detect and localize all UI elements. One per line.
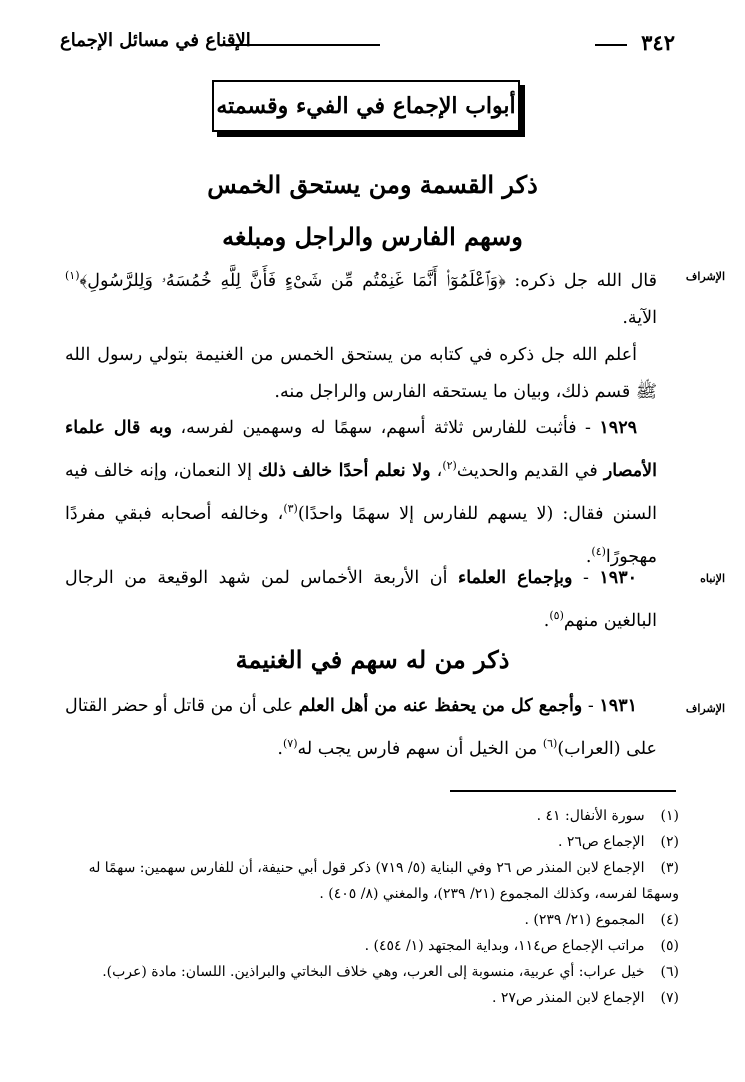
bold-run: وبه قال علماء الأمصار	[65, 418, 657, 481]
footnote-label: (٥)	[660, 938, 679, 954]
text-run: ، وخالفه أصحابه فبقي مفردًا مهجورًا	[65, 503, 657, 567]
verse-intro: قال الله جل ذكره:	[505, 270, 658, 291]
footnote-label: (٦)	[660, 964, 679, 980]
margin-label-ishraf-2: الإشراف	[685, 702, 725, 715]
footnote-ref: (٦)	[542, 737, 558, 750]
header-rule-long	[232, 44, 380, 46]
paragraph-1930	[65, 560, 657, 640]
page-number: ٣٤٢	[641, 30, 675, 55]
footnote-label: (١)	[660, 808, 679, 824]
footnotes	[67, 803, 679, 1011]
footnote-4	[67, 907, 679, 933]
footnote-ref: (٥)	[549, 609, 564, 622]
chapter-title-box	[212, 80, 520, 132]
footnote-label: (٤)	[660, 912, 679, 928]
footnote-text: مراتب الإجماع ص١١٤، وبداية المجتهد (١/ ٤٥٤) .	[364, 938, 645, 954]
text-run: - فأثبت للفارس ثلاثة أسهم، سهمًا له وسهمين لفرسه،	[172, 418, 600, 438]
quran-quote: ﴿وَٱعْلَمُوٓا۟ أَنَّمَا غَنِمْتُم مِّن شَىْءٍ فَأَنَّ لِلَّهِ خُمُسَهُۥ وَلِلرَّسُولِ﴾	[79, 270, 506, 291]
text-run: -	[582, 696, 600, 716]
text-run: من الخيل أن سهم فارس يجب له	[297, 738, 543, 759]
bold-run: ولا نعلم أحدًا خالف ذلك	[258, 460, 431, 481]
margin-label-ishraf: الإشراف	[685, 270, 725, 283]
footnote-text: الإجماع لابن المنذر ص ٢٦ وفي البناية (٥/ ٧١٩) ذكر قول أبي حنيفة، أن للفارس سهمين: سهمًا له وسهمًا لفرسه، وكذلك المجموع (٢١/ ٢٣٩)، والمغني (٨/ ٤٠٥) .	[88, 860, 679, 902]
paragraph-explanation: أعلم الله جل ذكره في كتابه من يستحق الخمس من الغنيمة بتولي رسول الله ﷺ قسم ذلك، وبيان ما يستحقه الفارس والراجل منه.	[65, 345, 657, 402]
paragraph-1929	[65, 410, 657, 575]
issue-number: ١٩٣١	[599, 696, 637, 716]
book-title: الإقناع في مسائل الإجماع	[60, 30, 251, 51]
footnote-text: خيل عراب: أي عربية، منسوبة إلى العرب، وهي خلاف البخاتي والبراذين. اللسان: مادة (عرب).	[102, 964, 645, 980]
text-run: ،	[430, 460, 443, 481]
text-run: إلا النعمان، وإنه خالف فيه السنن فقال: (لا يسهم للفارس إلا سهمًا واحدًا)	[65, 460, 657, 524]
issue-number: ١٩٢٩	[599, 418, 637, 438]
footnote-7	[67, 985, 679, 1011]
footnote-text: الإجماع ص٢٦ .	[557, 834, 645, 850]
paragraph-verse	[65, 257, 657, 337]
footnote-ref: (٤)	[591, 544, 606, 558]
bold-run: وأجمع كل من يحفظ عنه من أهل العلم	[298, 696, 583, 716]
running-header	[60, 24, 675, 56]
footnote-text: سورة الأنفال: ٤١ .	[536, 808, 645, 824]
verse-suffix: الآية.	[622, 307, 657, 328]
footnote-ref: (١)	[65, 269, 80, 282]
text-run: على أن من قاتل أو حضر القتال على (العراب)	[65, 696, 657, 759]
text-run: .	[585, 546, 592, 567]
text-run: في القديم والحديث	[456, 460, 604, 481]
footnote-5	[67, 933, 679, 959]
footnote-ref: (٣)	[283, 501, 298, 515]
section-heading-line1: ذكر القسمة ومن يستحق الخمس	[207, 170, 538, 199]
footnote-label: (٣)	[660, 860, 679, 876]
text-run: -	[572, 568, 600, 588]
footnote-6	[67, 959, 679, 985]
margin-label-inbah: الإنباه	[700, 572, 725, 585]
section-heading-line2: وسهم الفارس والراجل ومبلغه	[222, 222, 523, 251]
footnote-ref: (٢)	[442, 459, 457, 472]
text-run: .	[277, 738, 283, 759]
section-heading-2: ذكر من له سهم في الغنيمة	[235, 645, 510, 674]
header-rule-short	[595, 44, 627, 46]
bold-run: وبإجماع العلماء	[457, 568, 573, 588]
footnote-3	[67, 855, 679, 907]
footnote-label: (٧)	[660, 990, 679, 1006]
footnote-ref: (٧)	[282, 737, 298, 750]
footnote-1	[67, 803, 679, 829]
footnote-text: الإجماع لابن المنذر ص٢٧ .	[491, 990, 645, 1006]
chapter-title: أبواب الإجماع في الفيء وقسمته	[216, 93, 516, 119]
footnote-label: (٢)	[660, 834, 679, 850]
paragraph-1931	[65, 688, 657, 768]
footnote-text: المجموع (٢١/ ٢٣٩) .	[524, 912, 645, 928]
text-run: .	[543, 610, 550, 631]
footnote-separator	[450, 790, 676, 792]
issue-number: ١٩٣٠	[599, 568, 637, 588]
footnote-2	[67, 829, 679, 855]
text-run: أن الأربعة الأخماس لمن شهد الوقيعة من الرجال البالغين منهم	[65, 568, 657, 631]
